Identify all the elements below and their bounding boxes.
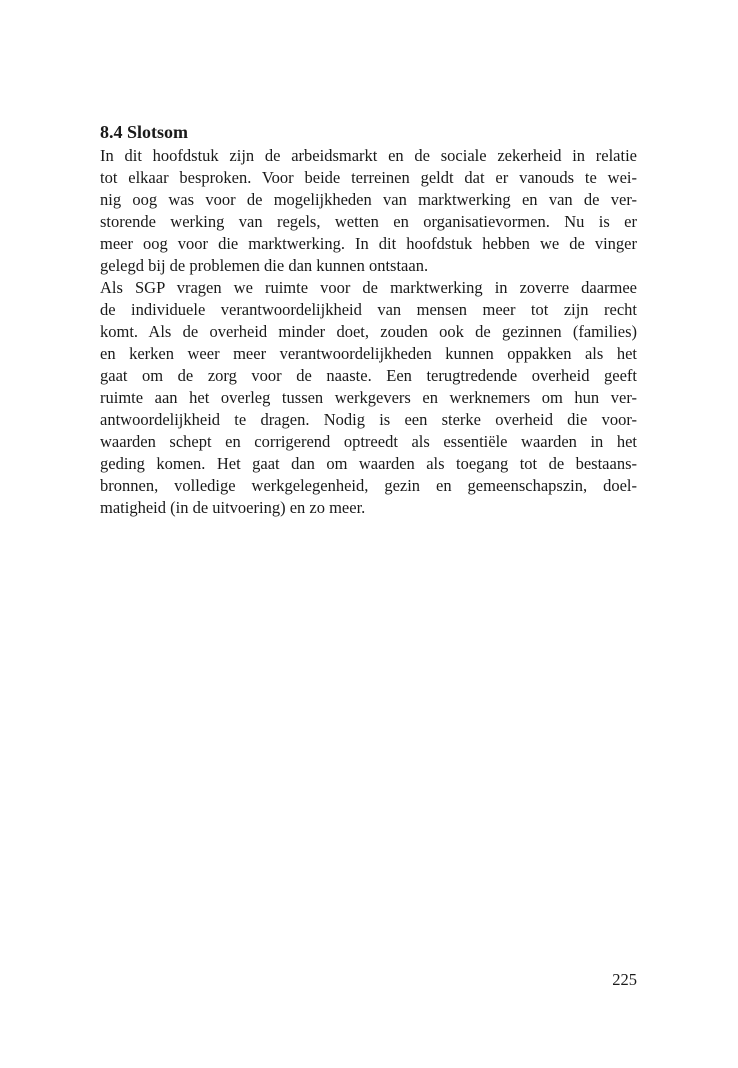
text-line: matigheid (in de uitvoering) en zo meer. bbox=[100, 498, 366, 517]
text-line: de individuele verantwoordelijkheid van mensen meer tot zijn recht bbox=[100, 300, 637, 319]
text-line: nig oog was voor de mogelijkheden van marktwerking en van de ver- bbox=[100, 190, 637, 209]
text-line: geding komen. Het gaat dan om waarden als toegang tot de bestaans- bbox=[100, 454, 637, 473]
text-line: gelegd bij de problemen die dan kunnen ontstaan. bbox=[100, 256, 429, 275]
page-number: 225 bbox=[612, 970, 637, 989]
text-line: ruimte aan het overleg tussen werkgevers en werknemers om hun ver- bbox=[100, 388, 637, 407]
text-line: meer oog voor die marktwerking. In dit hoofdstuk hebben we de vinger bbox=[100, 234, 637, 253]
text-line: Als SGP vragen we ruimte voor de marktwerking in zoverre daarmee bbox=[100, 278, 637, 297]
text-line: storende werking van regels, wetten en organisatievormen. Nu is er bbox=[100, 212, 637, 231]
text-line: In dit hoofdstuk zijn de arbeidsmarkt en de sociale zekerheid in relatie bbox=[100, 146, 637, 165]
text-line: waarden schept en corrigerend optreedt als essentiële waarden in het bbox=[100, 432, 637, 451]
text-line: gaat om de zorg voor de naaste. Een terugtredende overheid geeft bbox=[100, 366, 637, 385]
section-body bbox=[100, 145, 637, 519]
paragraph-1 bbox=[100, 145, 637, 277]
text-line: en kerken weer meer verantwoordelijkheden kunnen oppakken als het bbox=[100, 344, 637, 363]
text-line: tot elkaar besproken. Voor beide terreinen geldt dat er vanouds te wei- bbox=[100, 168, 637, 187]
text-line: bronnen, volledige werkgelegenheid, gezin en gemeenschapszin, doel- bbox=[100, 476, 637, 495]
text-line: komt. Als de overheid minder doet, zouden ook de gezinnen (families) bbox=[100, 322, 637, 341]
section-heading: 8.4 Slotsom bbox=[100, 122, 189, 142]
paragraph-2 bbox=[100, 277, 637, 519]
text-line: antwoordelijkheid te dragen. Nodig is een sterke overheid die voor- bbox=[100, 410, 637, 429]
